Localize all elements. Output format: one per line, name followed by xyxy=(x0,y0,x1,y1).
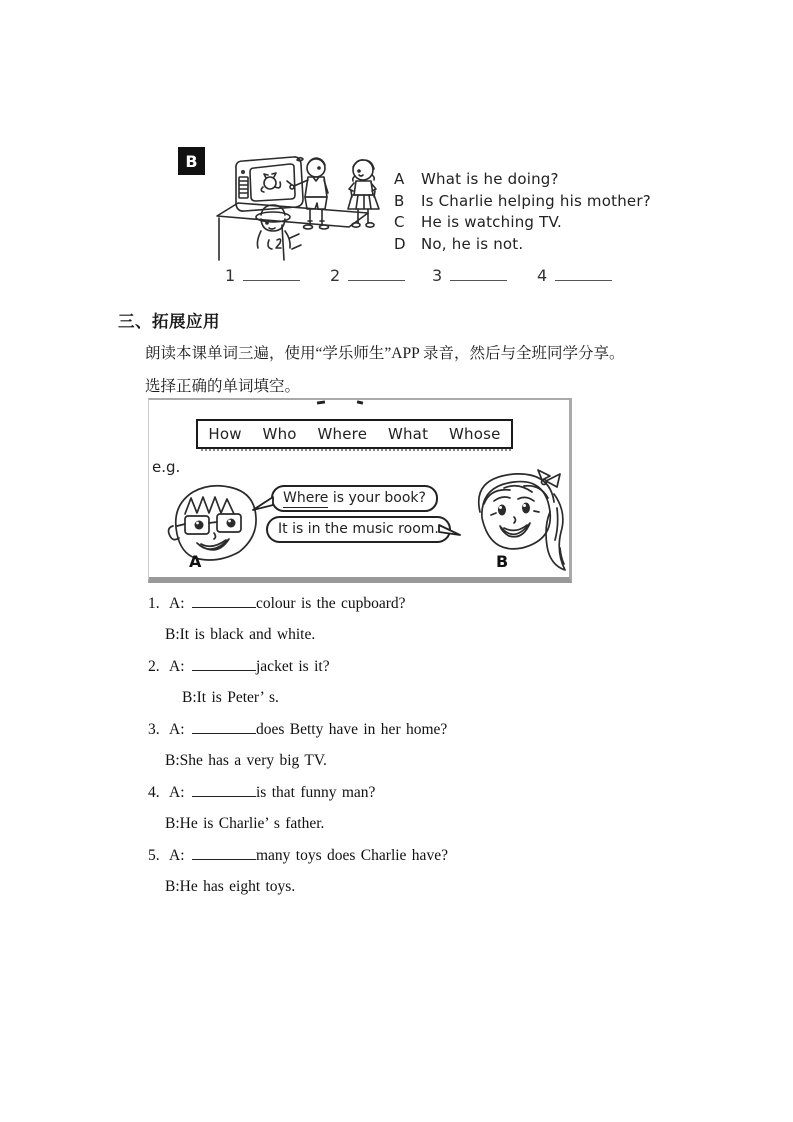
bubble-tail-left xyxy=(252,496,274,512)
option-letter: B xyxy=(394,191,405,210)
answer-blank-line xyxy=(243,267,300,281)
question-item xyxy=(148,846,628,896)
question-number: 1. xyxy=(148,595,160,612)
fill-blank-line xyxy=(192,783,256,797)
option-text: He is watching TV. xyxy=(421,213,562,231)
scan-artifact-mark xyxy=(357,400,364,404)
exercise-b-options xyxy=(394,169,651,255)
option-row xyxy=(394,212,651,234)
option-row xyxy=(394,191,651,213)
question-a-line xyxy=(148,657,628,676)
answer-slot-2 xyxy=(330,266,405,285)
question-text: does Betty have in her home? xyxy=(256,721,448,738)
option-row xyxy=(394,169,651,191)
fill-blank-line xyxy=(192,720,256,734)
option-text: No, he is not. xyxy=(421,234,524,253)
word-bank-item: What xyxy=(387,425,429,443)
question-number: 3. xyxy=(148,721,160,738)
question-number: 4. xyxy=(148,784,160,801)
option-letter: D xyxy=(394,234,406,253)
question-text: colour is the cupboard? xyxy=(256,595,406,612)
question-item xyxy=(148,657,628,707)
speaker-prefix: A: xyxy=(169,658,185,675)
question-number: 2. xyxy=(148,658,160,675)
answer-slot-3 xyxy=(432,266,507,285)
question-b-line: B:She has a very big TV. xyxy=(165,752,327,769)
answer-blank-line xyxy=(348,267,405,281)
answer-slot-4 xyxy=(537,266,612,285)
exercise-b-badge: B xyxy=(178,147,205,175)
speaker-a-label: A xyxy=(189,552,202,571)
word-bank-item: How xyxy=(208,425,242,443)
question-speech-bubble xyxy=(271,485,438,512)
answer-slot-1 xyxy=(225,266,300,285)
word-bank-box xyxy=(196,419,513,449)
slot-number: 4 xyxy=(537,266,548,285)
fill-blank-line xyxy=(192,657,256,671)
slot-number: 2 xyxy=(330,266,341,285)
question-text: many toys does Charlie have? xyxy=(256,847,448,864)
fill-in-questions-list xyxy=(148,594,628,909)
answer-speech-bubble: It is in the music room. xyxy=(266,516,451,543)
section-heading: 三、拓展应用 xyxy=(118,312,220,331)
option-text: Is Charlie helping his mother? xyxy=(421,191,651,210)
slot-number: 3 xyxy=(432,266,443,285)
underlined-example-word: Where xyxy=(283,490,329,506)
question-a-line xyxy=(148,846,628,865)
question-text: is that funny man? xyxy=(256,784,376,801)
bubble-tail-right xyxy=(437,524,461,538)
speaker-prefix: A: xyxy=(169,595,185,612)
slot-number: 1 xyxy=(225,266,236,285)
question-b-line: B:He is Charlie’ s father. xyxy=(165,815,325,832)
question-item xyxy=(148,594,628,644)
question-item xyxy=(148,720,628,770)
question-b-line: B:It is black and white. xyxy=(165,626,316,643)
scan-artifact-mark xyxy=(317,400,325,404)
question-a-line xyxy=(148,783,628,802)
fill-blank-line xyxy=(192,594,256,608)
boy-face-illustration xyxy=(159,476,271,572)
question-text: jacket is it? xyxy=(256,658,330,675)
fill-blank-line xyxy=(192,846,256,860)
speaker-prefix: A: xyxy=(169,721,185,738)
question-b-line: B:He has eight toys. xyxy=(165,878,296,895)
word-bank-item: Where xyxy=(317,425,368,443)
answer-blank-line xyxy=(555,267,612,281)
question-a-line xyxy=(148,720,628,739)
option-letter: C xyxy=(394,213,405,231)
question-bubble-rest: is your book? xyxy=(328,490,426,506)
instruction-read-record: 朗读本课单词三遍，使用“学乐师生”APP 录音，然后与全班同学分享。 xyxy=(145,345,625,362)
example-dialogue-panel xyxy=(148,398,572,583)
example-label: e.g. xyxy=(152,458,181,476)
question-a-line xyxy=(148,594,628,613)
tv-watching-scene-illustration xyxy=(211,154,395,264)
option-row xyxy=(394,234,651,256)
word-bank-item: Who xyxy=(262,425,297,443)
answer-blank-line xyxy=(450,267,507,281)
instruction-fill-blanks: 选择正确的单词填空。 xyxy=(145,378,301,395)
answer-slots-row xyxy=(0,266,793,288)
question-number: 5. xyxy=(148,847,160,864)
speaker-prefix: A: xyxy=(169,847,185,864)
question-b-line: B:It is Peter’ s. xyxy=(182,689,279,706)
speaker-b-label: B xyxy=(496,552,509,571)
girl-face-illustration xyxy=(464,468,570,578)
word-bank-shadow-line xyxy=(201,449,511,451)
option-text: What is he doing? xyxy=(421,170,559,188)
option-letter: A xyxy=(394,170,405,188)
word-bank-item: Whose xyxy=(448,425,501,443)
question-item xyxy=(148,783,628,833)
speaker-prefix: A: xyxy=(169,784,185,801)
